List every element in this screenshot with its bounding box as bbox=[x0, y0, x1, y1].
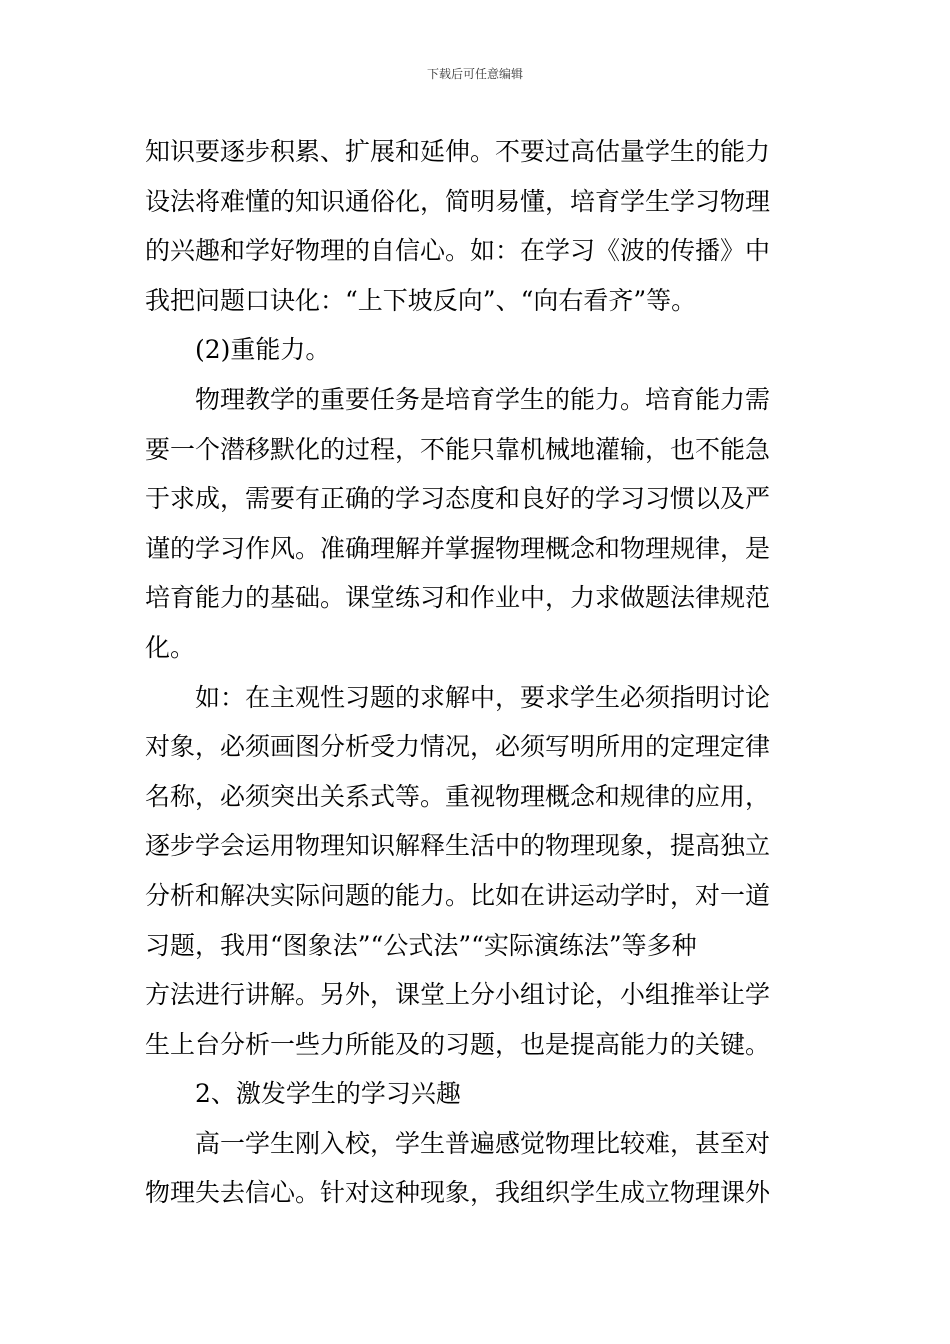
text-line: 化。 bbox=[145, 632, 196, 662]
text-line: 方法进行讲解。另外，课堂上分小组讨论，小组推举让学 bbox=[145, 980, 771, 1010]
text-line: 的兴趣和学好物理的自信心。如：在学习《波的传播》中 bbox=[145, 236, 771, 266]
text-line: 逐步学会运用物理知识解释生活中的物理现象，提高独立 bbox=[145, 831, 771, 861]
text-line: 名称，必须突出关系式等。重视物理概念和规律的应用， bbox=[145, 781, 771, 811]
text-line: 要一个潜移默化的过程，不能只靠机械地灌输，也不能急 bbox=[145, 434, 771, 464]
text-line: 2、激发学生的学习兴趣 bbox=[195, 1079, 461, 1109]
text-line: 设法将难懂的知识通俗化，简明易懂，培育学生学习物理 bbox=[145, 186, 771, 216]
text-line: 习题，我用“图象法”“公式法”“实际演练法”等多种 bbox=[145, 930, 697, 960]
text-line: 培育能力的基础。课堂练习和作业中，力求做题法律规范 bbox=[145, 583, 771, 613]
text-line: 如：在主观性习题的求解中，要求学生必须指明讨论 bbox=[195, 682, 771, 712]
text-line: 对象，必须画图分析受力情况，必须写明所用的定理定律 bbox=[145, 732, 771, 762]
text-line: 分析和解决实际问题的能力。比如在讲运动学时，对一道 bbox=[145, 880, 771, 910]
page-header: 下载后可任意编辑 bbox=[426, 67, 523, 81]
text-line: 谨的学习作风。准确理解并掌握物理概念和物理规律，是 bbox=[145, 533, 771, 563]
text-line: 物理失去信心。针对这种现象，我组织学生成立物理课外 bbox=[145, 1178, 771, 1208]
text-line: (2)重能力。 bbox=[195, 335, 331, 365]
text-line: 于求成，需要有正确的学习态度和良好的学习习惯以及严 bbox=[145, 484, 771, 514]
text-line: 高一学生刚入校，学生普遍感觉物理比较难，甚至对 bbox=[195, 1128, 771, 1158]
text-line: 生上台分析一些力所能及的习题，也是提高能力的关键。 bbox=[145, 1029, 771, 1059]
document-body bbox=[145, 127, 807, 1218]
text-line: 物理教学的重要任务是培育学生的能力。培育能力需 bbox=[195, 384, 771, 414]
text-line: 知识要逐步积累、扩展和延伸。不要过高估量学生的能力 bbox=[145, 137, 771, 166]
text-line: 我把问题口诀化：“上下坡反向”、“向右看齐”等。 bbox=[145, 285, 697, 315]
